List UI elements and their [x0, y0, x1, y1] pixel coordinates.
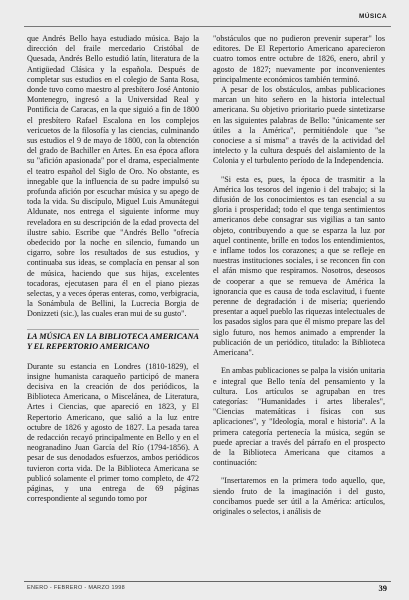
left-paragraph-2: Durante su estancia en Londres (1810-1829), el insigne humanista caraqueño participó de manera decisiva en la creación de dos periódicos, la Biblioteca Americana, o Miscelánea, de Literatura, Artes i Ciencias, que apareció en 1823, y El Repertorio Americano, que salió a la luz entre octubre de 1826 y agosto de 1827. La pesada tarea de redacción recayó principalmente en Bello y en el neogranadino Juan García del Río (1794-1856). A pesar de sus denodados esfuerzos, ambos periódicos tuvieron corta vida. De la Biblioteca Americana se publicó solamente el primer tomo completo, de 472 páginas, y una entrega de 69 páginas correspondiente al segundo tomo por — [27, 361, 199, 504]
right-paragraph-2: A pesar de los obstáculos, ambas publicaciones marcan un hito señero en la historia intelectual americana. Su objetivo prioritario puede sintetizarse en las siguientes palabras de Bello: "únicamente ser útiles a la América", permitiéndole que "se conociese a sí misma" a través de la actividad del intelecto y la cultura después del aislamiento de la Colonia y el turbulento período de la Independencia. — [213, 85, 385, 166]
right-paragraph-4: En ambas publicaciones se palpa la visión unitaria e integral que Bello tenía del pensamiento y la cultura. Los artículos se agrupaban en tres categorías: "Humanidades i artes liberales", "Ciencias matemáticas i físicas con sus aplicaciones", y "Ideología, moral e historia". A la primera categoría pertenecía la música, según se puede apreciar a través del párrafo en el prospecto de la Biblioteca Americana que citamos a continuación: — [213, 366, 385, 468]
right-paragraph-5: "Insertaremos en la primera todo aquello, que, siendo fruto de la imaginación i del gusto, concibamos puede ser útil a la América: artículos, originales o selectos, i análisis de — [213, 476, 385, 516]
section-subheading: LA MÚSICA EN LA BIBLIOTECA AMERICANA Y EL REPERTORIO AMERICANO — [27, 329, 199, 353]
issue-date: ENERO - FEBRERO - MARZO 1998 — [27, 585, 125, 591]
right-paragraph-1: "obstáculos que no pudieron prevenir superar" los editores. De El Repertorio Americano aparecieron cuatro tomos entre octubre de 1826, enero, abril y agosto de 1827; nuevamente por inconvenientes principalmente económicos también terminó. — [213, 34, 385, 84]
right-column — [213, 34, 385, 517]
paragraph-gap — [213, 167, 385, 175]
right-quote-paragraph: "Si esta es, pues, la época de trasmitir a la América los tesoros del ingenio i del trabajo; si la difusión de los conocimientos es tan esencial a su gloria i prosperidad; todo el que tenga sentimientos americanos debe consagrar sus vigilias a tan santo objeto, contribuyendo a que se esparza la luz por aquel continente, brille en todos los entendimientos, e inflame todos los corazones; a que se refleje en nuestras instituciones sociales, i se reconcen fin con el afán mismo que respiramos. Nosotros, deseosos de cooperar a que se remueva de América la ignorancia que es causa de toda esclavitud, i fuente perenne de degradación i de miseria; queriendo presentar a aquel pueblo las riquezas intelectuales de los pasados siglos para que él mismo prepare las del siglo futuro, nos hemos animado a emprender la publicación de un periódico, titulado: la Biblioteca Americana". — [213, 174, 385, 358]
page-number: 39 — [378, 583, 387, 593]
left-paragraph-1: que Andrés Bello haya estudiado música. Bajo la dirección del fraile mercedario Cristóbal de Quesada, Andrés Bello estudió latín, literatura de la Antigüedad Clásica y la española. Después de completar sus estudios en el colegio de Santa Rosa, donde tuvo como maestro al presbítero José Antonio Montenegro, ingresó a la Universidad Real y Pontificia de Caracas, en la que siguió a fin de 1800 el presbítero Rafael Escalona en los complejos vericuetos de la filosofía y las ciencias, culminando sus estudios el 9 de mayo de 1800, con la obtención del grado de Bachiller en Artes. En esa época aflora su "afición apasionada" por el drama, especialmente el teatro español del Siglo de Oro. No obstante, es innegable que la influencia de su padre impulsó su profunda afición por escuchar música y su apego de toda la vida. Su discípulo, Miguel Luis Amunátegui Aldunate, nos entrega el siguiente informe muy reveladora en su descripción de la edad provecta del ilustre sabio. Escribe que "Andrés Bello "ofrecía obedecido por la noche en silencio, fumando un cigarro, sobre los resultados de sus estudios, y continuaba sus ideas, se complacía en pensar al son de música, haciendo que sus hijas, excelentes tocadoras, ejecutasen para él en el piano piezas selectas, y a veces óperas enteras, como, verbigracia, la Sonámbula de Bellini, la Lucrecia Borgia de Donizzeti (sic.), las cuales eran mui de su gusto". — [27, 34, 199, 319]
paragraph-gap — [213, 468, 385, 476]
paragraph-gap — [213, 358, 385, 366]
footer-rule — [24, 581, 391, 582]
left-column — [27, 34, 199, 504]
header-rule — [24, 26, 391, 27]
section-header: MÚSICA — [358, 13, 387, 20]
